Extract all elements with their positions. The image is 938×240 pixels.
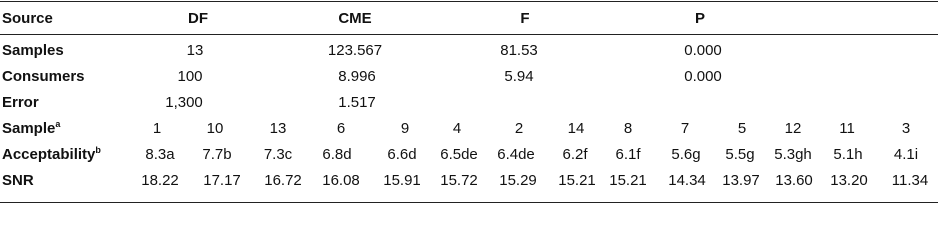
sample-cell: 3 <box>901 120 911 137</box>
header-p: P <box>694 10 706 27</box>
acceptability-cell: 4.1i <box>893 146 919 163</box>
sample-cell: 6 <box>336 120 346 137</box>
snr-cell: 11.34 <box>891 172 929 189</box>
acceptability-cell: 7.7b <box>202 146 232 163</box>
bottom-rule <box>0 202 938 203</box>
sample-cell: 10 <box>206 120 224 137</box>
row-consumers-cme: 8.996 <box>338 68 376 85</box>
sample-cell: 12 <box>784 120 802 137</box>
row-samples-p: 0.000 <box>684 42 722 59</box>
row-consumers-f: 5.94 <box>504 68 534 85</box>
sample-cell: 7 <box>680 120 690 137</box>
row-samples-f: 81.53 <box>500 42 538 59</box>
snr-cell: 13.97 <box>722 172 760 189</box>
acceptability-cell: 6.6d <box>387 146 417 163</box>
row-sample-label <box>2 120 60 138</box>
acceptability-cell: 5.1h <box>833 146 863 163</box>
snr-cell: 15.91 <box>383 172 421 189</box>
row-error-df: 1,300 <box>165 94 203 111</box>
row-sample-superscript: a <box>55 119 61 129</box>
sample-cell: 4 <box>452 120 462 137</box>
acceptability-cell: 5.3gh <box>774 146 812 163</box>
sample-cell: 2 <box>514 120 524 137</box>
snr-cell: 18.22 <box>141 172 179 189</box>
row-error-label: Error <box>2 94 39 111</box>
header-source: Source <box>2 10 53 27</box>
acceptability-cell: 6.4de <box>497 146 535 163</box>
header-rule <box>0 34 938 35</box>
header-df: DF <box>188 10 208 27</box>
sample-cell: 14 <box>567 120 585 137</box>
sample-cell: 5 <box>737 120 747 137</box>
sample-cell: 1 <box>152 120 162 137</box>
sample-cell: 9 <box>400 120 410 137</box>
row-samples-df: 13 <box>186 42 204 59</box>
acceptability-cell: 5.5g <box>725 146 755 163</box>
snr-cell: 16.08 <box>322 172 360 189</box>
row-consumers-p: 0.000 <box>684 68 722 85</box>
snr-cell: 13.60 <box>775 172 813 189</box>
header-cme: CME <box>338 10 372 27</box>
row-error-cme: 1.517 <box>338 94 376 111</box>
sample-cell: 11 <box>839 120 855 137</box>
top-rule <box>0 1 938 2</box>
acceptability-cell: 6.1f <box>615 146 641 163</box>
row-consumers-label: Consumers <box>2 68 85 85</box>
sample-cell: 8 <box>623 120 633 137</box>
snr-cell: 16.72 <box>264 172 302 189</box>
acceptability-cell: 7.3c <box>263 146 293 163</box>
acceptability-cell: 6.5de <box>440 146 478 163</box>
snr-cell: 15.72 <box>440 172 478 189</box>
snr-cell: 15.21 <box>609 172 647 189</box>
row-consumers-df: 100 <box>177 68 203 85</box>
row-acceptability-label-text: Acceptability <box>2 146 96 163</box>
acceptability-cell: 6.2f <box>562 146 588 163</box>
row-samples-label: Samples <box>2 42 64 59</box>
row-samples-cme: 123.567 <box>327 42 383 59</box>
row-acceptability-label <box>2 146 101 164</box>
header-f: F <box>520 10 530 27</box>
row-sample-label-text: Sample <box>2 120 56 137</box>
snr-cell: 17.17 <box>203 172 241 189</box>
snr-cell: 15.21 <box>558 172 596 189</box>
row-acceptability-superscript: b <box>95 145 101 155</box>
acceptability-cell: 6.8d <box>322 146 352 163</box>
acceptability-cell: 8.3a <box>145 146 175 163</box>
snr-cell: 15.29 <box>499 172 537 189</box>
sample-cell: 13 <box>269 120 287 137</box>
row-snr-label: SNR <box>2 172 34 189</box>
acceptability-cell: 5.6g <box>671 146 701 163</box>
snr-cell: 14.34 <box>668 172 706 189</box>
snr-cell: 13.20 <box>830 172 868 189</box>
